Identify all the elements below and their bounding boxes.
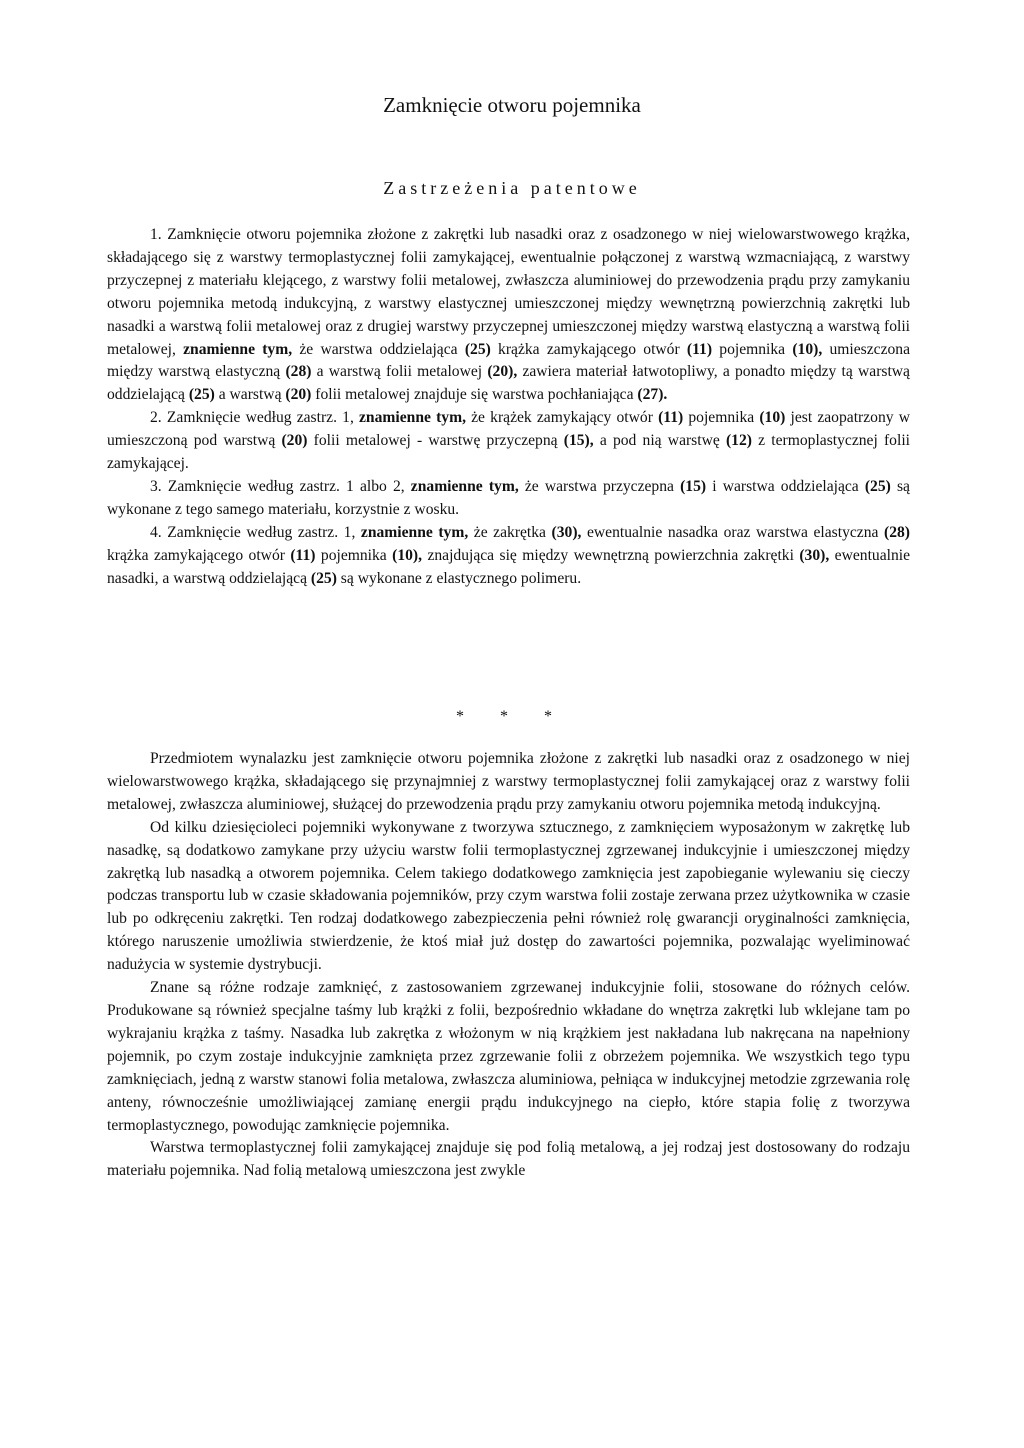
claim-text: 3. Zamknięcie według zastrz. 1 albo 2,: [150, 477, 411, 495]
claim-emphasis: (27).: [637, 386, 668, 404]
section-separator: * * *: [456, 708, 568, 725]
claim-text: znajdująca się między wewnętrzną powierzchnia zakrętki: [422, 546, 800, 564]
claim-text: że warstwa oddzielająca: [292, 340, 465, 358]
claim-emphasis: (28): [285, 363, 312, 381]
claim-text: są wykonane z tego samego materiału, korzystnie z wosku.: [107, 477, 910, 518]
description-section: [107, 748, 910, 1183]
claim-text: 1. Zamknięcie otworu pojemnika złożone z zakrętki lub nasadki oraz z osadzonego w niej wielowarstwowego krążka, składającego się z warstwy termoplastycznej folii zamykającej, ewentualnie połączonej z warstwą wzmacniającą, z warstwy przyczepnej z materiału klejącego, z warstwy folii metalowej, zwłaszcza aluminiowej do przewodzenia prądu przy zamykaniu otworu pojemnika metodą indukcyjną, z warstwy elastycznej umieszczonej między wewnętrzną powierzchnią zakrętki lub nasadki a warstwą folii metalowej oraz z drugiej warstwy przyczepnej umieszczonej między warstwą elastyczną a warstwą folii metalowej,: [107, 226, 910, 358]
claim-text: że warstwa przyczepna: [518, 477, 681, 495]
claim-text: krążka zamykającego otwór: [490, 340, 687, 358]
claim-text: ewentualnie nasadki, a warstwą oddzielającą: [107, 546, 910, 587]
claim-text: 4. Zamknięcie według zastrz. 1,: [150, 523, 361, 541]
claim-emphasis: (11): [686, 340, 713, 358]
claim-paragraph: [107, 522, 910, 591]
claim-text: folii metalowej znajduje się warstwa pochłaniająca: [311, 386, 638, 404]
description-paragraph: Znane są różne rodzaje zamknięć, z zastosowaniem zgrzewanej indukcyjnie folii, stosowane do różnych celów. Produkowane są również specjalne taśmy lub krążki z folii, bezpośrednio wkładane do wnętrza zakrętki lub wklejane tam po wykrajaniu krążka z taśmy. Nasadka lub zakrętka z włożonym w nią krążkiem jest nakładana lub nakręcana na napełniony pojemnik, po czym zostaje indukcyjnie zamknięta przez zgrzewanie folii z obrzeżem pojemnika. We wszystkich tego typu zamknięciach, jedną z warstw stanowi folia metalowa, zwłaszcza aluminiowa, pełniąca w indukcyjnej metodzie zgrzewania rolę anteny, równocześnie umożliwiającej zamianę energii prądu indukcyjnego na ciepło, które stapia folię z tworzywa termoplastycznego, powodując zamknięcie pojemnika.: [107, 979, 910, 1134]
claim-text: ewentualnie nasadka oraz warstwa elastyczna: [581, 523, 884, 541]
claim-text: krążka zamykającego otwór: [107, 546, 291, 564]
claim-emphasis: (25): [864, 477, 891, 495]
claim-emphasis: (20): [285, 386, 312, 404]
claim-emphasis: (25): [188, 386, 215, 404]
claim-emphasis: znamienne tym,: [410, 477, 519, 495]
claim-emphasis: (20): [281, 432, 308, 450]
claim-paragraph: [107, 407, 910, 476]
claim-emphasis: znamienne tym,: [183, 340, 293, 358]
claim-emphasis: (15): [680, 477, 707, 495]
claims-section: [107, 224, 910, 591]
claim-text: a warstwą: [214, 386, 286, 404]
description-paragraph: Warstwa termoplastycznej folii zamykającej znajduje się pod folią metalową, a jej rodzaj jest dostosowany do rodzaju materiału pojemnika. Nad folią metalową umieszczona jest zwykle: [107, 1139, 910, 1180]
claim-text: zawiera materiał łatwotopliwy, a ponadto między tą warstwą oddzielającą: [107, 363, 910, 404]
claim-emphasis: (11): [658, 409, 684, 427]
claim-emphasis: znamienne tym,: [359, 409, 466, 427]
claim-text: pojemnika: [315, 546, 393, 564]
claim-text: że krążek zamykający otwór: [465, 409, 659, 427]
claim-text: pojemnika: [683, 409, 760, 427]
claim-emphasis: (10): [759, 409, 786, 427]
claim-emphasis: (25): [464, 340, 491, 358]
claim-text: jest zaopatrzony w umieszczoną pod warstwą: [107, 409, 910, 450]
claim-text: a pod nią warstwę: [593, 432, 726, 450]
claim-text: umieszczona między warstwą elastyczną: [107, 340, 911, 381]
claim-text: z termoplastycznej folii zamykającej.: [107, 432, 910, 473]
claim-text: folii metalowej - warstwę przyczepną: [307, 432, 564, 450]
claim-emphasis: (20),: [487, 363, 518, 381]
description-paragraph: Przedmiotem wynalazku jest zamknięcie otworu pojemnika złożone z zakrętki lub nasadki oraz z osadzonego w niej wielowarstwowego krążka, składającego się przynajmniej z warstwy termoplastycznej folii zamykającej oraz z warstwy folii metalowej, zwłaszcza aluminiowej, służącej do przewodzenia prądu przy zamykaniu otworu pojemnika metodą indukcyjną.: [107, 750, 910, 813]
description-paragraph: Od kilku dziesięcioleci pojemniki wykonywane z tworzywa sztucznego, z zamknięciem wyposażonym w zakrętkę lub nasadkę, są dodatkowo zamykane przy użyciu warstw folii termoplastycznej zgrzewanej indukcyjnie i umieszczonej między zakrętką lub nasadką a otworem pojemnika. Celem takiego dodatkowego zamknięcia jest zapobieganie wylewaniu się cieczy podczas transportu lub w czasie składowania pojemników, przy czym warstwa folii zostaje zerwana przez użytkownika w czasie lub po odkręceniu zakrętki. Ten rodzaj dodatkowego zabezpieczenia pełni również rolę gwarancji oryginalności zamknięcia, którego naruszenie umożliwia stwierdzenie, że ktoś miał już dostęp do zawartości pojemnika, pozwalając wyeliminować nadużycia w systemie dystrybucji.: [107, 818, 910, 974]
claim-emphasis: (12): [725, 432, 752, 450]
claim-text: są wykonane z elastycznego polimeru.: [336, 569, 582, 587]
claim-text: że zakrętka: [468, 523, 552, 541]
document-title: Zamknięcie otworu pojemnika: [383, 93, 641, 117]
claim-emphasis: (15),: [563, 432, 594, 450]
claim-emphasis: (11): [290, 546, 316, 564]
claim-emphasis: (25): [310, 569, 337, 587]
claim-emphasis: (10),: [392, 546, 423, 564]
claim-text: pojemnika: [712, 340, 793, 358]
claims-heading: Zastrzeżenia patentowe: [383, 178, 641, 198]
claim-emphasis: (10),: [792, 340, 823, 358]
claim-text: a warstwą folii metalowej: [311, 363, 488, 381]
claim-text: 2. Zamknięcie według zastrz. 1,: [150, 409, 360, 427]
claim-emphasis: (30),: [551, 523, 582, 541]
claim-text: i warstwa oddzielająca: [706, 477, 865, 495]
claim-emphasis: (28): [884, 523, 910, 541]
claim-emphasis: znamienne tym,: [360, 523, 469, 541]
claim-paragraph: [107, 224, 910, 407]
claim-paragraph: [107, 476, 910, 522]
claim-emphasis: (30),: [799, 546, 830, 564]
